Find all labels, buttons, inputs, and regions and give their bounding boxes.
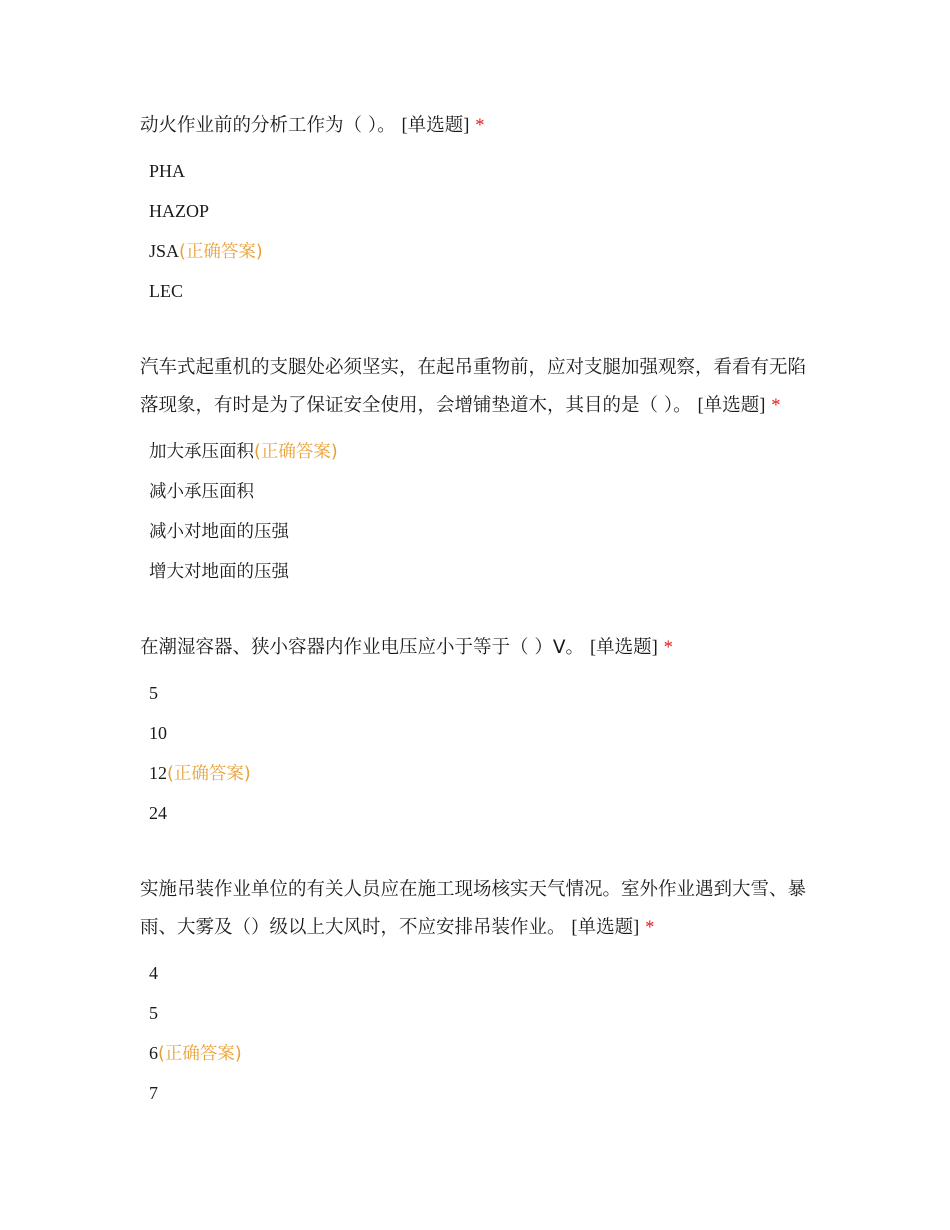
question-type: [单选题] xyxy=(401,116,470,136)
correct-answer-tag: (正确答案) xyxy=(179,242,263,262)
question-text xyxy=(140,107,816,145)
option-label: 加大承压面积 xyxy=(149,442,254,462)
option-label: 4 xyxy=(149,963,158,983)
option-label: LEC xyxy=(149,281,183,301)
option-label: JSA xyxy=(149,241,180,261)
question xyxy=(140,871,816,1113)
required-mark: * xyxy=(663,638,673,658)
option-label: 12 xyxy=(149,763,167,783)
option-label: 10 xyxy=(149,723,167,743)
question-text xyxy=(140,629,816,667)
option-item xyxy=(140,673,816,713)
question-text xyxy=(140,871,816,947)
options-list xyxy=(140,953,816,1113)
options-list xyxy=(140,151,816,311)
option-label: 减小对地面的压强 xyxy=(149,522,289,542)
options-list xyxy=(140,673,816,833)
option-label: 7 xyxy=(149,1083,158,1103)
question-list xyxy=(140,107,816,1151)
required-mark: * xyxy=(645,918,655,938)
question-stem: 在潮湿容器、狭小容器内作业电压应小于等于（ ）V。 xyxy=(140,637,585,658)
option-label: 减小承压面积 xyxy=(149,482,254,502)
correct-answer-tag: (正确答案) xyxy=(158,1044,242,1064)
question xyxy=(140,629,816,833)
option-label: HAZOP xyxy=(149,201,210,221)
question-type: [单选题] xyxy=(571,918,640,938)
question-text xyxy=(140,349,816,425)
required-mark: * xyxy=(771,396,781,416)
option-label: 6 xyxy=(149,1043,158,1063)
question-stem: 动火作业前的分析工作为（ ）。 xyxy=(140,115,396,136)
option-item xyxy=(140,1033,816,1073)
question xyxy=(140,349,816,591)
option-item xyxy=(140,471,816,511)
options-list xyxy=(140,431,816,591)
option-item xyxy=(140,431,816,471)
question-type: [单选题] xyxy=(697,396,766,416)
option-label: 5 xyxy=(149,1003,158,1023)
option-item xyxy=(140,793,816,833)
option-item xyxy=(140,511,816,551)
option-item xyxy=(140,993,816,1033)
required-mark: * xyxy=(475,116,485,136)
option-label: 5 xyxy=(149,683,158,703)
option-item xyxy=(140,1073,816,1113)
option-item xyxy=(140,551,816,591)
question-type: [单选题] xyxy=(589,638,658,658)
option-item xyxy=(140,191,816,231)
option-item xyxy=(140,151,816,191)
option-label: 24 xyxy=(149,803,167,823)
question xyxy=(140,107,816,311)
correct-answer-tag: (正确答案) xyxy=(254,442,338,462)
option-item xyxy=(140,271,816,311)
option-label: PHA xyxy=(149,161,186,181)
option-item xyxy=(140,753,816,793)
option-item xyxy=(140,953,816,993)
option-label: 增大对地面的压强 xyxy=(149,562,289,582)
correct-answer-tag: (正确答案) xyxy=(167,764,251,784)
option-item xyxy=(140,231,816,271)
question-stem: 汽车式起重机的支腿处必须坚实，在起吊重物前，应对支腿加强观察，看看有无陷落现象，有时是为了保证安全使用，会增铺垫道木，其目的是（ ）。 xyxy=(140,357,807,416)
question-stem: 实施吊装作业单位的有关人员应在施工现场核实天气情况。室外作业遇到大雪、暴雨、大雾及（）级以上大风时，不应安排吊装作业。 xyxy=(140,879,807,938)
option-item xyxy=(140,713,816,753)
